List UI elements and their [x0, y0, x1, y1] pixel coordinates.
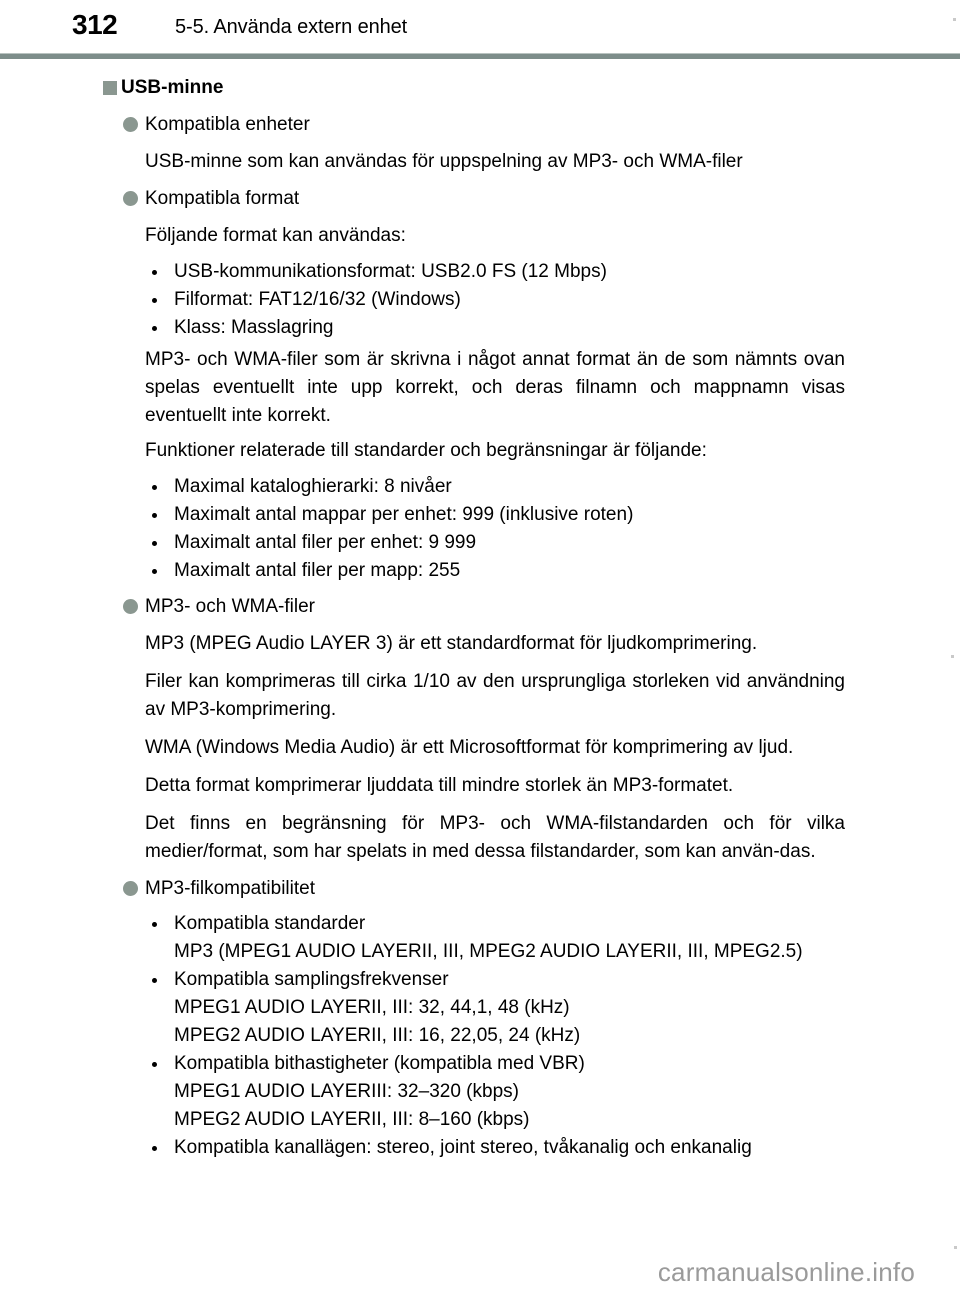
scan-artifact-mark: [953, 18, 956, 21]
dot-bullet-icon: [152, 569, 157, 574]
dot-bullet-icon: [152, 922, 157, 927]
list-item-label: Filformat: FAT12/16/32 (Windows): [174, 289, 461, 310]
list-item: [0, 1050, 845, 1134]
list-item-label: Maximal kataloghierarki: 8 nivåer: [174, 476, 452, 497]
list-item: [0, 286, 845, 314]
header-divider: [0, 53, 960, 59]
dot-bullet-icon: [152, 978, 157, 983]
page-number: 312: [72, 9, 118, 40]
page-header: [0, 0, 960, 52]
list-item-label: Klass: Masslagring: [174, 317, 334, 338]
list-item: [0, 529, 845, 557]
list-item-label: Kompatibla bithastigheter (kompatibla med VBR): [174, 1053, 585, 1074]
list-item: [0, 501, 845, 529]
dot-bullet-icon: [152, 326, 157, 331]
subheading-label: MP3- och WMA-filer: [145, 596, 315, 617]
list-item: [0, 473, 845, 501]
paragraph-kompatibla-enheter: USB-minne som kan användas för uppspelning av MP3- och WMA-filer: [145, 151, 743, 172]
list-item-label: USB-kommunikationsformat: USB2.0 FS (12 Mbps): [174, 261, 607, 282]
subheading-mp3-filkompatibilitet: [0, 869, 960, 905]
circle-bullet-icon: [123, 191, 138, 206]
mp3-spec-list: [0, 905, 960, 1164]
list-item-subline: MPEG2 AUDIO LAYERII, III: 16, 22,05, 24 (kHz): [174, 1025, 581, 1046]
list-item-label: Kompatibla standarder: [174, 913, 366, 934]
circle-bullet-icon: [123, 117, 138, 132]
subheading-kompatibla-format: [0, 179, 960, 215]
circle-bullet-icon: [123, 599, 138, 614]
subheading-label: Kompatibla enheter: [145, 114, 310, 135]
list-item-label: Maximalt antal filer per enhet: 9 999: [174, 532, 477, 553]
scan-artifact-mark: [954, 1246, 957, 1249]
paragraph-detta-format: Detta format komprimerar ljuddata till mindre storlek än MP3-formatet.: [145, 775, 734, 796]
dot-bullet-icon: [152, 541, 157, 546]
list-item-label: Maximalt antal filer per mapp: 255: [174, 560, 461, 581]
list-item: [0, 966, 845, 1050]
paragraph-foljande-format: Följande format kan användas:: [145, 225, 406, 246]
paragraph-wma-beskrivning: WMA (Windows Media Audio) är ett Microsoftformat för komprimering av ljud.: [145, 737, 794, 758]
dot-bullet-icon: [152, 513, 157, 518]
subheading-kompatibla-enheter: [0, 105, 960, 141]
list-item: [0, 314, 845, 342]
dot-bullet-icon: [152, 485, 157, 490]
circle-bullet-icon: [123, 881, 138, 896]
dot-bullet-icon: [152, 270, 157, 275]
paragraph-format-note: MP3- och WMA-filer som är skrivna i något annat format än de som nämnts ovan spelas eventuellt inte upp korrekt, och deras filnamn och mappnamn visas eventuellt inte korrekt.: [145, 349, 845, 426]
section-title: 5-5. Använda extern enhet: [175, 16, 408, 38]
paragraph-funktioner-intro: Funktioner relaterade till standarder och begränsningar är följande:: [145, 440, 707, 461]
list-item-subline: MPEG1 AUDIO LAYERII, III: 32, 44,1, 48 (kHz): [174, 997, 570, 1018]
subheading-label: Kompatibla format: [145, 188, 300, 209]
list-item-subline: MPEG2 AUDIO LAYERII, III: 8–160 (kbps): [174, 1109, 530, 1130]
list-item-label: Maximalt antal mappar per enhet: 999 (inklusive roten): [174, 504, 634, 525]
subheading-label: MP3-filkompatibilitet: [145, 878, 315, 899]
section-heading-usb-minne: [0, 66, 960, 105]
site-watermark: carmanualsonline.info: [657, 1257, 915, 1287]
section-heading-label: USB-minne: [121, 77, 224, 98]
list-item: [0, 557, 845, 585]
limits-bullet-list: [0, 468, 960, 587]
list-item-subline: MPEG1 AUDIO LAYERIII: 32–320 (kbps): [174, 1081, 519, 1102]
subheading-mp3-wma-filer: [0, 587, 960, 623]
paragraph-filer-komprimeras: Filer kan komprimeras till cirka 1/10 av den ursprungliga storleken vid användning av MP3-komprimering.: [145, 671, 845, 720]
dot-bullet-icon: [152, 1062, 157, 1067]
format-bullet-list: [0, 253, 960, 344]
scan-artifact-mark: [951, 655, 954, 658]
list-item: [0, 258, 845, 286]
page-content: [0, 66, 960, 1164]
paragraph-begransning: Det finns en begränsning för MP3- och WMA-filstandarden och för vilka medier/format, som har spelats in med dessa filstandarder, som kan använ-das.: [145, 813, 845, 862]
paragraph-mp3-standard: MP3 (MPEG Audio LAYER 3) är ett standardformat för ljudkomprimering.: [145, 633, 758, 654]
list-item: [0, 910, 845, 966]
list-item-label: Kompatibla kanallägen: stereo, joint stereo, tvåkanalig och enkanalig: [174, 1137, 752, 1158]
square-bullet-icon: [103, 81, 117, 95]
list-item: [0, 1134, 845, 1162]
dot-bullet-icon: [152, 298, 157, 303]
dot-bullet-icon: [152, 1146, 157, 1151]
list-item-label: Kompatibla samplingsfrekvenser: [174, 969, 449, 990]
list-item-subline: MP3 (MPEG1 AUDIO LAYERII, III, MPEG2 AUDIO LAYERII, III, MPEG2.5): [174, 941, 803, 962]
